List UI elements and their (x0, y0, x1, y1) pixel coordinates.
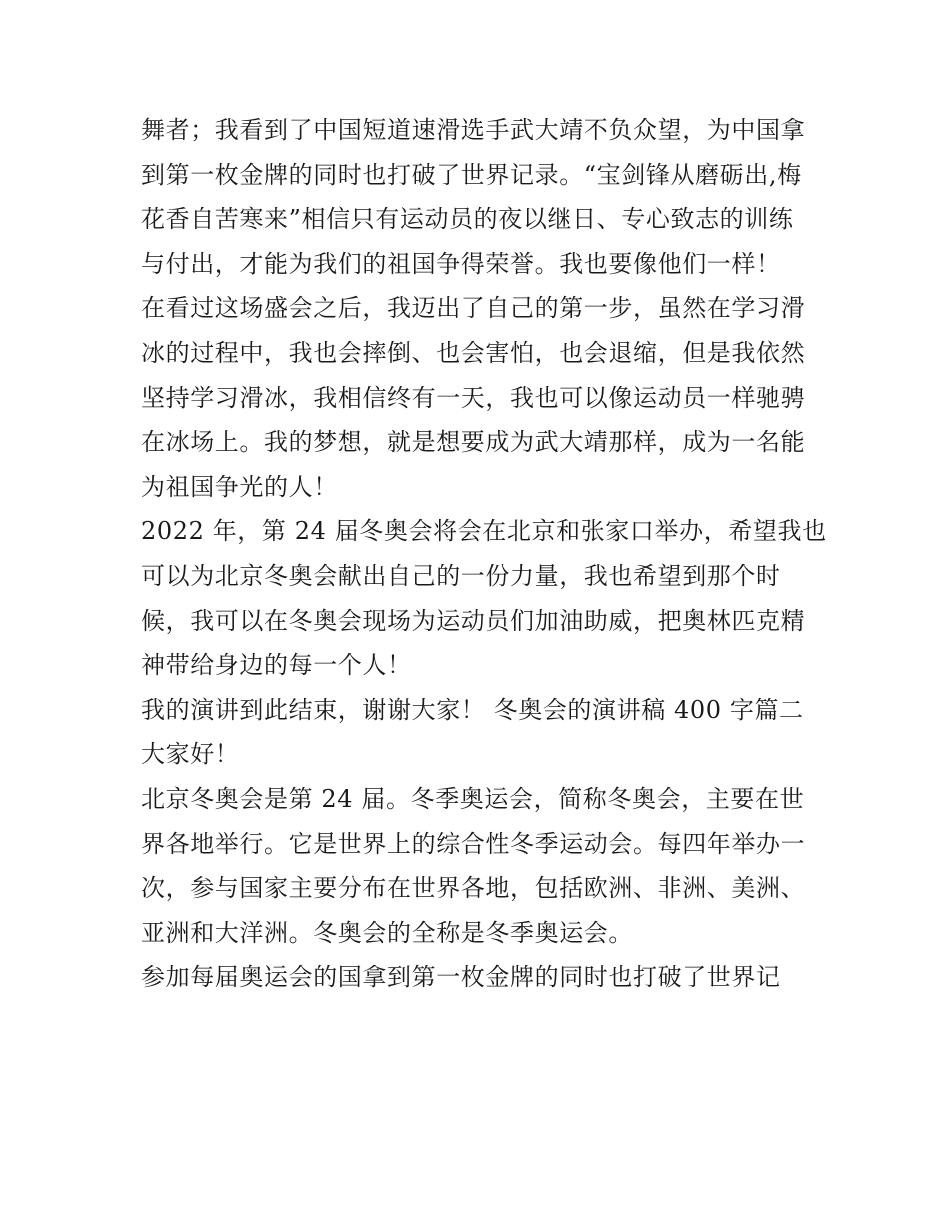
text-line: 候，我可以在冬奥会现场为运动员们加油助威，把奥林匹克精 (141, 606, 806, 635)
text-line: 神带给身边的每一个人！ (141, 651, 412, 680)
text-line: 在冰场上。我的梦想，就是想要成为武大靖那样，成为一名能 (141, 428, 806, 457)
text-line: 界各地举行。它是世界上的综合性冬季运动会。每四年举办一 (141, 829, 806, 858)
text-line: 与付出，才能为我们的祖国争得荣誉。我也要像他们一样！ (141, 249, 781, 278)
text-line: 亚洲和大洋洲。冬奥会的全称是冬季奥运会。 (141, 918, 633, 947)
text-line: 我的演讲到此结束，谢谢大家！ 冬奥会的演讲稿 400 字篇二 (141, 695, 804, 724)
text-line: 舞者；我看到了中国短道速滑选手武大靖不负众望，为中国拿 (141, 116, 806, 144)
text-line: 2022 年，第 24 届冬奥会将会在北京和张家口举办，希望我也 (141, 517, 827, 546)
text-line: 可以为北京冬奥会献出自己的一份力量，我也希望到那个时 (141, 561, 781, 590)
text-line: 为祖国争光的人！ (141, 472, 338, 501)
text-line: 参加每届奥运会的国拿到第一枚金牌的同时也打破了世界记 (141, 963, 781, 992)
text-line: 北京冬奥会是第 24 届。冬季奥运会，简称冬奥会，主要在世 (141, 784, 805, 813)
text-line: 冰的过程中，我也会摔倒、也会害怕，也会退缩，但是我依然 (141, 338, 806, 367)
text-line: 到第一枚金牌的同时也打破了世界记录。“宝剑锋从磨砺出,梅 (141, 160, 802, 189)
text-line: 次，参与国家主要分布在世界各地，包括欧洲、非洲、美洲、 (141, 874, 806, 903)
body-text (141, 108, 827, 1000)
text-line: 大家好！ (141, 740, 240, 769)
text-line: 坚持学习滑冰，我相信终有一天，我也可以像运动员一样驰骋 (141, 383, 806, 412)
text-line: 花香自苦寒来”相信只有运动员的夜以继日、专心致志的训练 (141, 205, 794, 234)
text-line: 在看过这场盛会之后，我迈出了自己的第一步，虽然在学习滑 (141, 294, 806, 323)
